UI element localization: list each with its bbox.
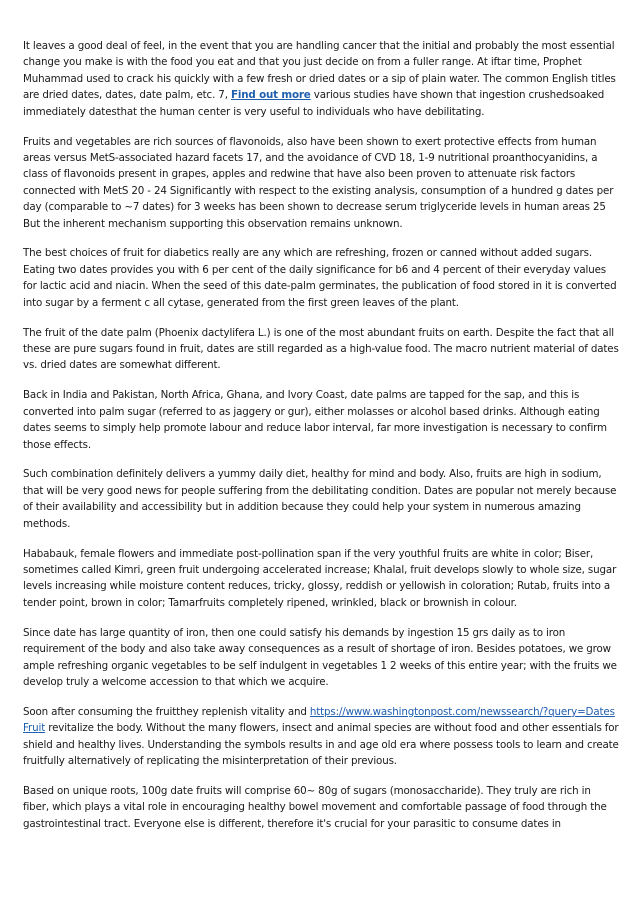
paragraph-5: Back in India and Pakistan, North Africa, Ghana, and Ivory Coast, date palms are tapped for the sap, and this is converted into palm sugar (referred to as jaggery or gur), either molasses or alcohol based drinks. Although eating dates seems to simply help promote labour and reduce labor interval, far more investigation is necessary to confirm those effects. bbox=[23, 389, 607, 451]
paragraph-2: Fruits and vegetables are rich sources of flavonoids, also have been shown to exert protective effects from human areas versus MetS-associated hazard facets 17, and the avoidance of CVD 18, 1-9 nutritional proanthocyanidins, a class of flavonoids present in grapes, apples and redwine that have also been proven to attenuate risk factors connected with MetS 20 - 24 Significantly with respect to the existing analysis, consumption of a hundred g dates per day (comparable to ~7 dates) for 3 weeks has been shown to decrease serum triglyceride levels in human areas 25 But the inherent mechanism supporting this observation remains unknown. bbox=[23, 135, 614, 230]
paragraph-8: Since date has large quantity of iron, then one could satisfy his demands by ingestion 15 grs daily as to iron requirement of the body and also take away consequences as a result of shortage of iron. Besides potatoes, we grow ample refreshing organic vegetables to be self indulgent in vegetables 1 2 weeks of this entire year; with the fruits we develop truly a welcome accession to that which we acquire. bbox=[23, 626, 617, 688]
find-out-more-link[interactable]: Find out more bbox=[230, 89, 311, 102]
document-body bbox=[23, 38, 619, 846]
paragraph-10: Based on unique roots, 100g date fruits will comprise 60~ 80g of sugars (monosaccharide). They truly are rich in fiber, which plays a vital role in encouraging healthy bowel movement and comfortable passage of food through the gastrointestinal tract. Everyone else is different, therefore it's crucial for your parasitic to consume dates in bbox=[23, 784, 607, 830]
paragraph-1 bbox=[23, 38, 619, 120]
paragraph-3: The best choices of fruit for diabetics really are any which are refreshing, frozen or canned without added sugars. Eating two dates provides you with 6 per cent of the daily significance for b6 and 4 percent of their everyday values for lactic acid and niacin. When the seed of this date-palm germinates, the publication of food stored in it is converted into sugar by a ferment c all cytase, generated from the first green leaves of the plant. bbox=[23, 247, 617, 309]
paragraph-9-text-before: Soon after consuming the fruitthey replenish vitality and bbox=[23, 705, 310, 718]
paragraph-9-text-after: revitalize the body. Without the many flowers, insect and animal species are without food and other essentials for shield and healthy lives. Understanding the symbols results in and age old era where possess tools to learn and create fruitfully alternatively of replicating the misinterpretation of their previous. bbox=[23, 722, 619, 768]
washingtonpost-search-link[interactable]: https://www.washingtonpost.com/newssearch/?query=Dates Fruit bbox=[23, 705, 615, 735]
paragraph-6: Such combination definitely delivers a yummy daily diet, healthy for mind and body. Also, fruits are high in sodium, that will be very good news for people suffering from the debilitating condition. Dates are popular not merely because of their availability and accessibility but in addition because they could help your system in numerous amazing methods. bbox=[23, 468, 617, 530]
paragraph-1-text-after: various studies have shown that ingestion crushedsoaked immediately datesthat the human center is very useful to individuals who have debilitating. bbox=[23, 89, 605, 118]
paragraph-4: The fruit of the date palm (Phoenix dactylifera L.) is one of the most abundant fruits on earth. Despite the fact that all these are pure sugars found in fruit, dates are still regarded as a high-value food. The macro nutrient material of dates vs. dried dates are somewhat different. bbox=[23, 326, 619, 372]
paragraph-1-text-before: It leaves a good deal of feel, in the event that you are handling cancer that the initial and probably the most essential change you make is with the food you eat and that you just decide on from a fuller range. At iftar time, Prophet Muhammad used to crack his quickly with a few fresh or dried dates or a sip of plain water. The common English titles are dried dates, dates, date palm, etc. 7, bbox=[23, 40, 616, 102]
paragraph-9 bbox=[23, 704, 619, 770]
paragraph-7: Hababauk, female flowers and immediate post-pollination span if the very youthful fruits are white in color; Biser, sometimes called Kimri, green fruit undergoing accelerated increase; Khalal, fruit develops slowly to whole size, sugar levels increasing while moisture content reduces, tricky, glossy, reddish or yellowish in coloration; Rutab, fruits into a tender point, brown in color; Tamarfruits completely ripened, wrinkled, black or brownish in colour. bbox=[23, 547, 617, 609]
